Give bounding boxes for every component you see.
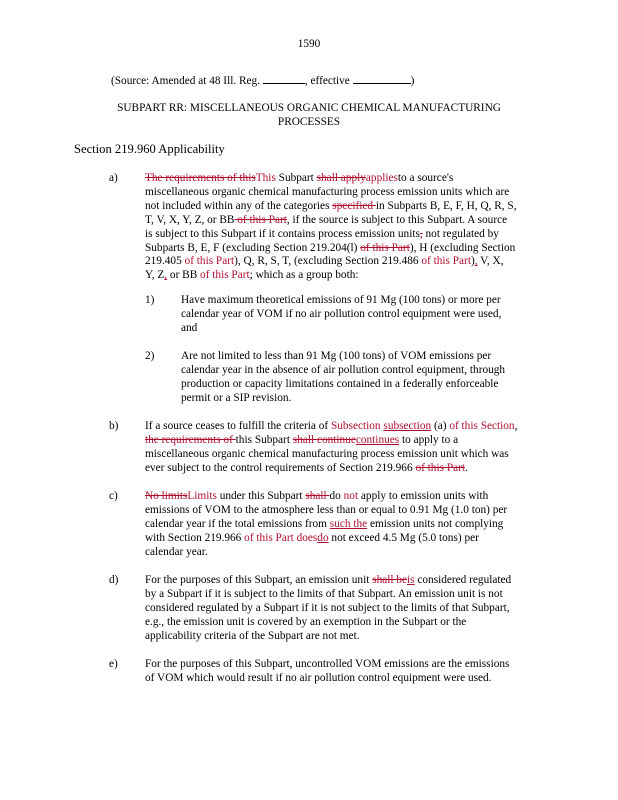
paragraph-e-label: e) (109, 658, 118, 670)
subparagraph-2: Are not limited to less than 91 Mg (100 tons) of VOM emissions per calendar year in the absence of air pollution control equipment, through production or capacity limitations contained in a federally enforceable permit or a SIP revision. (181, 350, 506, 404)
source-note: (Source: Amended at 48 Ill. Reg. , effective ) (111, 75, 415, 87)
subpart-title: SUBPART RR: MISCELLANEOUS ORGANIC CHEMICAL MANUFACTURING PROCESSES (117, 102, 501, 128)
paragraph-c: No limitsLimits under this Subpart shall do not apply to emission units with emissions of VOM to the atmosphere less than or equal to 0.91 Mg (1.0 ton) per calendar year if the total emissions from such the emission units not complying with Section 219.966 of this Part doesdo not exceed 4.5 Mg (5.0 tons) per calendar year. (145, 490, 508, 558)
subparagraph-2-label: 2) (145, 350, 155, 362)
page-number: 1590 (297, 38, 321, 50)
paragraph-b: If a source ceases to fulfill the criteria of Subsection subsection (a) of this Section, the requirements of this Subpart shall continuecontinues to apply to a miscellaneous organic chemical manufacturing process emission unit which was ever subject to the control requirements of Section 219.966 of this Part. (145, 420, 518, 474)
paragraph-b-label: b) (109, 420, 119, 432)
subparagraph-1: Have maximum theoretical emissions of 91 Mg (100 tons) or more per calendar year of VOM if no air pollution control equipment were used, and (181, 294, 502, 334)
paragraph-a: The requirements of thisThis Subpart shall applyappliesto a source's miscellaneous organic chemical manufacturing process emission units which are not included within any of the categories specified in Subparts B, E, F, H, Q, R, S, T, V, X, Y, Z, or BB of this Part, if the source is subject to this Subpart. A source is subject to this Subpart if it contains process emission units, not regulated by Subparts B, E, F (excluding Section 219.204(l) of this Part), H (excluding Section 219.405 of this Part), Q, R, S, T, (excluding Section 219.486 of this Part), V, X, Y, Z, or BB of this Part; which as a group both: (145, 172, 517, 282)
subparagraph-1-label: 1) (145, 294, 155, 306)
paragraph-c-label: c) (109, 490, 118, 502)
paragraph-e: For the purposes of this Subpart, uncontrolled VOM emissions are the emissions of VOM which would result if no air pollution control equipment were used. (145, 658, 510, 684)
paragraph-a-label: a) (109, 172, 118, 184)
paragraph-d: For the purposes of this Subpart, an emission unit shall beis considered regulated by a Subpart if it is subject to the limits of that Subpart. An emission unit is not considered regulated by a Subpart if it is not subject to the limits of that Subpart, e.g., the emission unit is covered by an exemption in the Subpart or the applicability criteria of the Subpart are not met. (145, 574, 512, 642)
section-heading: Section 219.960 Applicability (74, 142, 225, 156)
paragraph-d-label: d) (109, 574, 119, 586)
